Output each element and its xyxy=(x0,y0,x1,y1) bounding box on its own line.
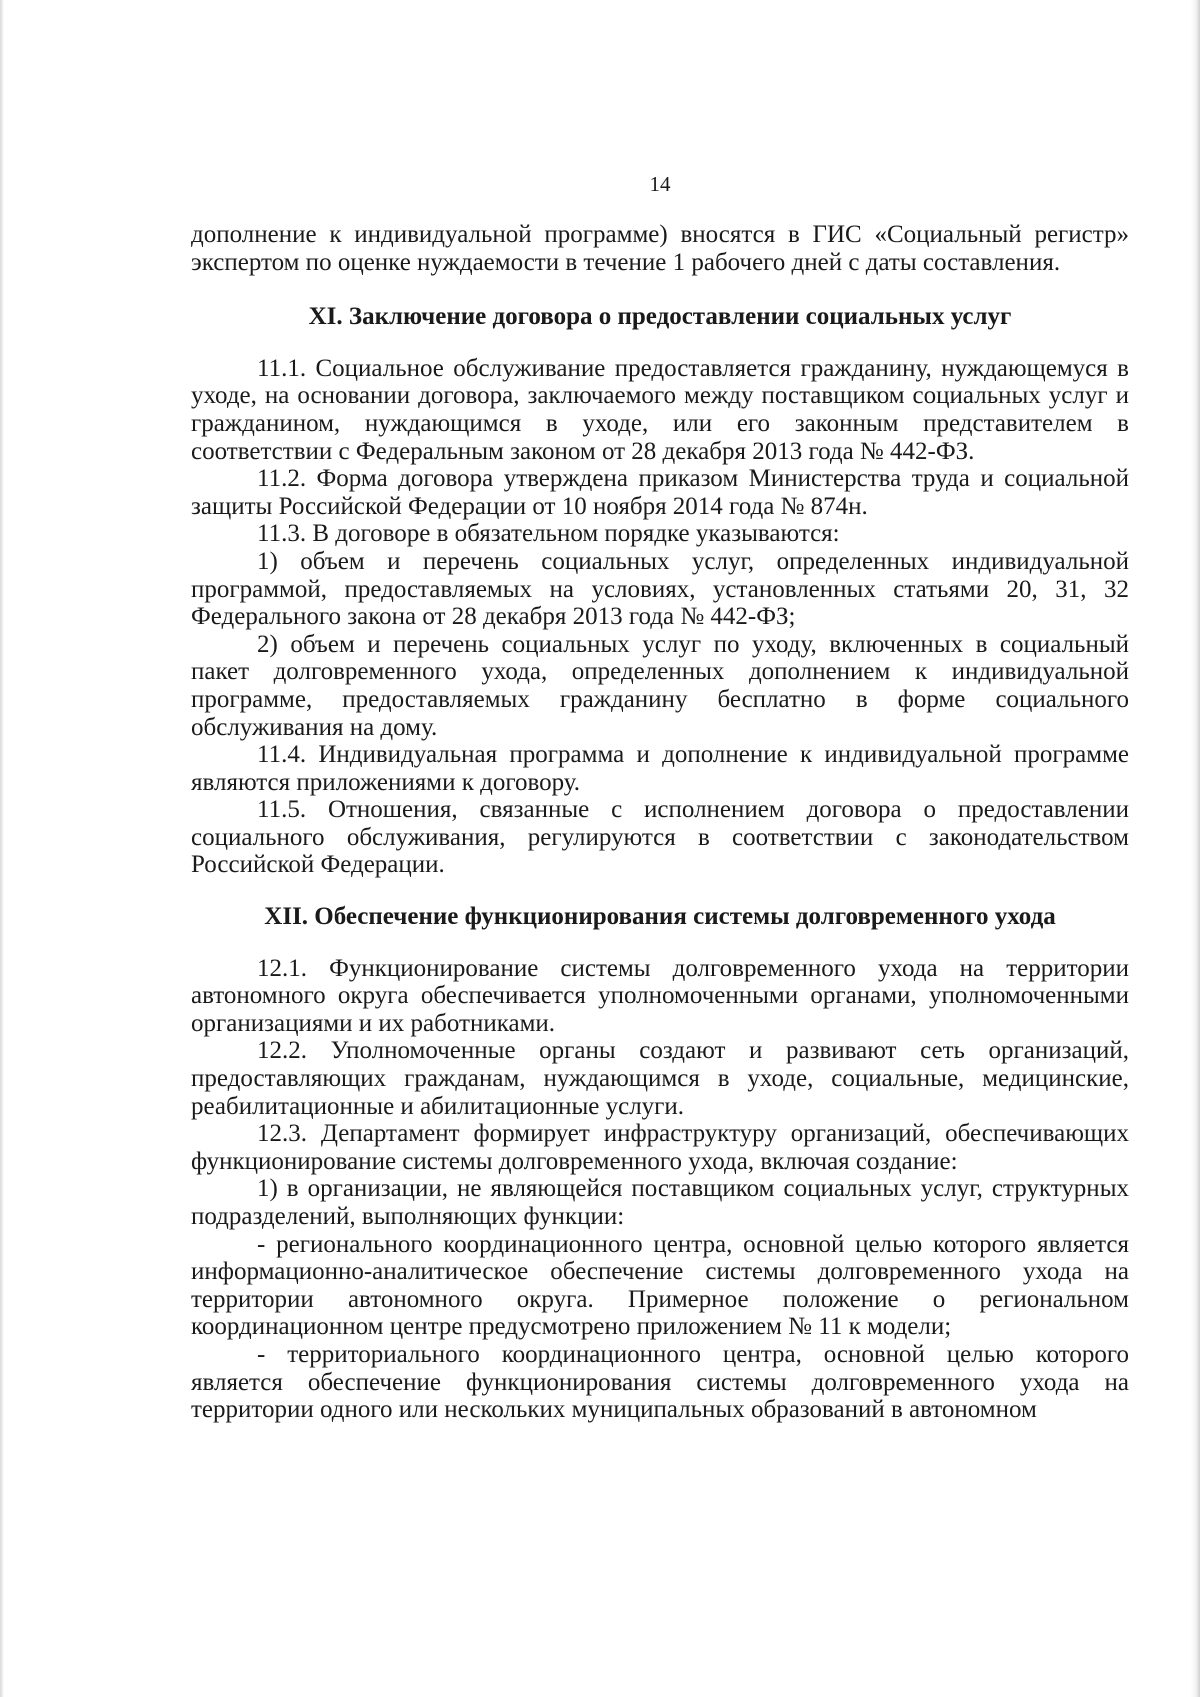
list-item-12-3-1: 1) в организации, не являющейся поставщиком социальных услуг, структурных подразделений, выполняющих функции: xyxy=(191,1175,1129,1230)
dash-item-territorial-center: - территориального координационного центра, основной целью которого является обеспечение функционирования системы долговременного ухода на территории одного или нескольких муниципальных образований в автономном xyxy=(191,1340,1129,1424)
section-11-heading: XI. Заключение договора о предоставлении социальных услуг xyxy=(308,303,1012,331)
intro-paragraph: дополнение к индивидуальной программе) вносятся в ГИС «Социальный регистр» экспертом по оценке нуждаемости в течение 1 рабочего дней с даты составления. xyxy=(191,221,1129,276)
paragraph-12-1: 12.1. Функционирование системы долговременного ухода на территории автономного округа обеспечивается уполномоченными органами, уполномоченными организациями и их работниками. xyxy=(191,954,1129,1037)
paragraph-12-2: 12.2. Уполномоченные органы создают и развивают сеть организаций, предоставляющих гражданам, нуждающимся в уходе, социальные, медицинские, реабилитационные и абилитационные услуги. xyxy=(191,1037,1129,1120)
paragraph-11-2: 11.2. Форма договора утверждена приказом Министерства труда и социальной защиты Российской Федерации от 10 ноября 2014 года № 874н. xyxy=(191,465,1129,520)
list-item-11-3-1: 1) объем и перечень социальных услуг, определенных индивидуальной программой, предоставляемых на условиях, установленных статьями 20, 31, 32 Федерального закона от 28 декабря 2013 года № 442-ФЗ; xyxy=(191,547,1129,631)
paragraph-11-3: 11.3. В договоре в обязательном порядке указываются: xyxy=(257,520,840,548)
scan-edge-left xyxy=(0,0,4,1697)
paragraph-11-5: 11.5. Отношения, связанные с исполнением договора о предоставлении социального обслуживания, регулируются в соответствии с законодательством Российской Федерации. xyxy=(191,796,1129,879)
page-number: 14 xyxy=(649,172,671,196)
paragraph-11-1: 11.1. Социальное обслуживание предоставляется гражданину, нуждающемуся в уходе, на основании договора, заключаемого между поставщиком социальных услуг и гражданином, нуждающимся в уходе, или его законным представителем в соответствии с Федеральным законом от 28 декабря 2013 года № 442-ФЗ. xyxy=(191,354,1129,465)
list-item-11-3-2: 2) объем и перечень социальных услуг по уходу, включенных в социальный пакет долговременного ухода, определенных дополнением к индивидуальной программе, предоставляемых гражданину бесплатно в форме социального обслуживания на дому. xyxy=(191,630,1129,741)
document-body xyxy=(191,221,1129,1424)
paragraph-11-4: 11.4. Индивидуальная программа и дополнение к индивидуальной программе являются приложениями к договору. xyxy=(191,741,1129,796)
section-12-heading: XII. Обеспечение функционирования системы долговременного ухода xyxy=(264,903,1056,931)
dash-item-regional-center: - регионального координационного центра, основной целью которого является информационно-аналитическое обеспечение системы долговременного ухода на территории автономного округа. Примерное положение о региональном координационном центре предусмотрено приложением № 11 к модели; xyxy=(191,1230,1129,1341)
paragraph-12-3: 12.3. Департамент формирует инфраструктуру организаций, обеспечивающих функционирование системы долговременного ухода, включая создание: xyxy=(191,1120,1129,1175)
scan-edge-right xyxy=(1190,0,1200,1697)
